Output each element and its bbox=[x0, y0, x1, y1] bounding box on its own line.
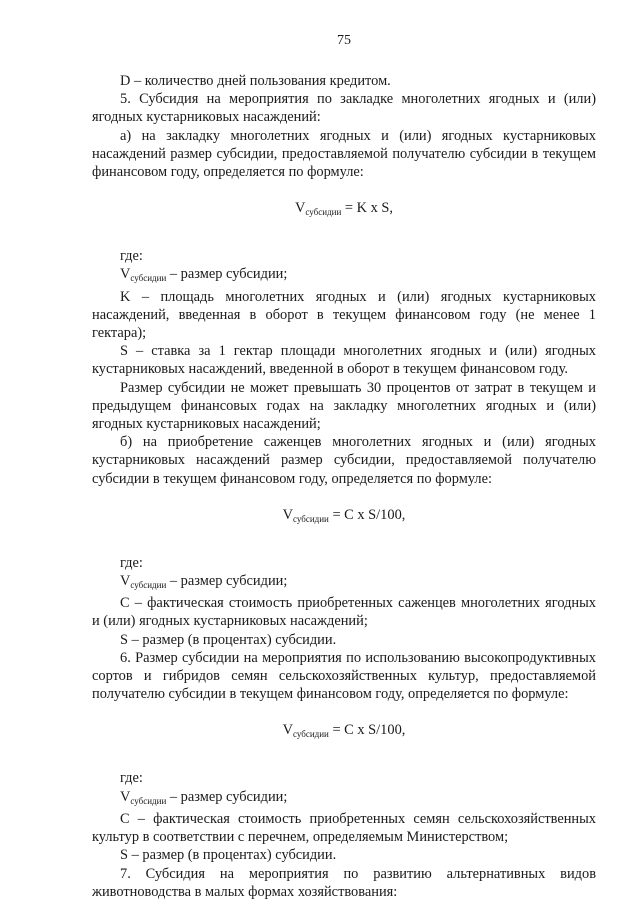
v-symbol: V bbox=[120, 573, 131, 590]
paragraph-s-percent-definition-2: S – размер (в процентах) субсидии. bbox=[120, 847, 337, 864]
paragraph-where-1: где: bbox=[120, 248, 143, 265]
formula-2-v: V bbox=[282, 506, 294, 523]
v-symbol: V bbox=[120, 266, 131, 283]
paragraph-c-seedlings-definition: C – фактическая стоимость приобретенных саженцев многолетних ягодных и (или) ягодных кустарниковых насаждений; bbox=[92, 595, 596, 630]
formula-2-subscript: субсидии bbox=[293, 513, 329, 524]
formula-3-subscript: субсидии bbox=[293, 729, 329, 740]
paragraph-where-3: где: bbox=[120, 770, 143, 787]
paragraph-5a: а) на закладку многолетних ягодных и (или) ягодных кустарниковых насаждений размер субсидии, предоставляемой получателю субсидии в текущем финансовом году, определяется по формуле: bbox=[92, 127, 596, 181]
formula-1-rest: = K x S, bbox=[341, 200, 393, 217]
paragraph-v-definition-1 bbox=[92, 265, 596, 287]
v-subscript: субсидии bbox=[130, 795, 167, 806]
paragraph-v-definition-3 bbox=[92, 788, 596, 810]
formula-3-v: V bbox=[282, 722, 294, 739]
formula-2 bbox=[92, 506, 596, 528]
formula-3-rest: = C x S/100, bbox=[328, 722, 406, 739]
page-number: 75 bbox=[337, 33, 351, 48]
document-page bbox=[92, 32, 596, 901]
paragraph-k-definition: K – площадь многолетних ягодных и (или) ягодных кустарниковых насаждений, введенная в оборот в текущем финансовом году (не менее 1 гектара); bbox=[92, 288, 596, 342]
formula-1-v: V bbox=[295, 200, 306, 217]
v-symbol: V bbox=[120, 788, 131, 805]
paragraph-where-2: где: bbox=[120, 554, 143, 571]
paragraph-c-seeds-definition: C – фактическая стоимость приобретенных семян сельскохозяйственных культур в соответствии с перечнем, определяемым Министерством; bbox=[92, 810, 596, 846]
paragraph-5b: б) на приобретение саженцев многолетних ягодных и (или) ягодных кустарниковых насаждений размер субсидии, предоставляемой получателю субсидии в текущем финансовом году, определяется по формуле: bbox=[92, 434, 596, 487]
v-definition-text: – размер субсидии; bbox=[166, 266, 288, 283]
paragraph-section-7: 7. Субсидия на мероприятия по развитию альтернативных видов животноводства в малых формах хозяйствования: bbox=[92, 865, 596, 900]
formula-1-subscript: субсидии bbox=[305, 207, 342, 218]
paragraph-s-percent-definition-1: S – размер (в процентах) субсидии. bbox=[120, 631, 337, 648]
paragraph-days-definition: D – количество дней пользования кредитом. bbox=[120, 73, 391, 89]
v-subscript: субсидии bbox=[130, 273, 167, 284]
formula-1 bbox=[92, 199, 596, 221]
v-definition-text: – размер субсидии; bbox=[166, 573, 288, 590]
formula-2-rest: = C x S/100, bbox=[328, 506, 406, 523]
paragraph-section-5: 5. Субсидия на мероприятия по закладке многолетних ягодных и (или) ягодных кустарниковых насаждений: bbox=[92, 91, 596, 126]
paragraph-v-definition-2 bbox=[92, 572, 596, 594]
v-subscript: субсидии bbox=[130, 580, 167, 591]
paragraph-section-6: 6. Размер субсидии на мероприятия по использованию высокопродуктивных сортов и гибридов семян сельскохозяйственных культур, предоставляемой получателю субсидии в текущем финансовом году, определяется по формуле: bbox=[92, 649, 596, 703]
paragraph-subsidy-limit: Размер субсидии не может превышать 30 процентов от затрат в текущем и предыдущем финансовых годах на закладку многолетних ягодных и (или) ягодных кустарниковых насаждений; bbox=[92, 379, 596, 433]
paragraph-s-rate-definition: S – ставка за 1 гектар площади многолетних ягодных и (или) ягодных кустарниковых насаждений, введенной в оборот в текущем финансовом году. bbox=[92, 343, 596, 378]
v-definition-text: – размер субсидии; bbox=[166, 788, 288, 805]
formula-3 bbox=[92, 721, 596, 743]
